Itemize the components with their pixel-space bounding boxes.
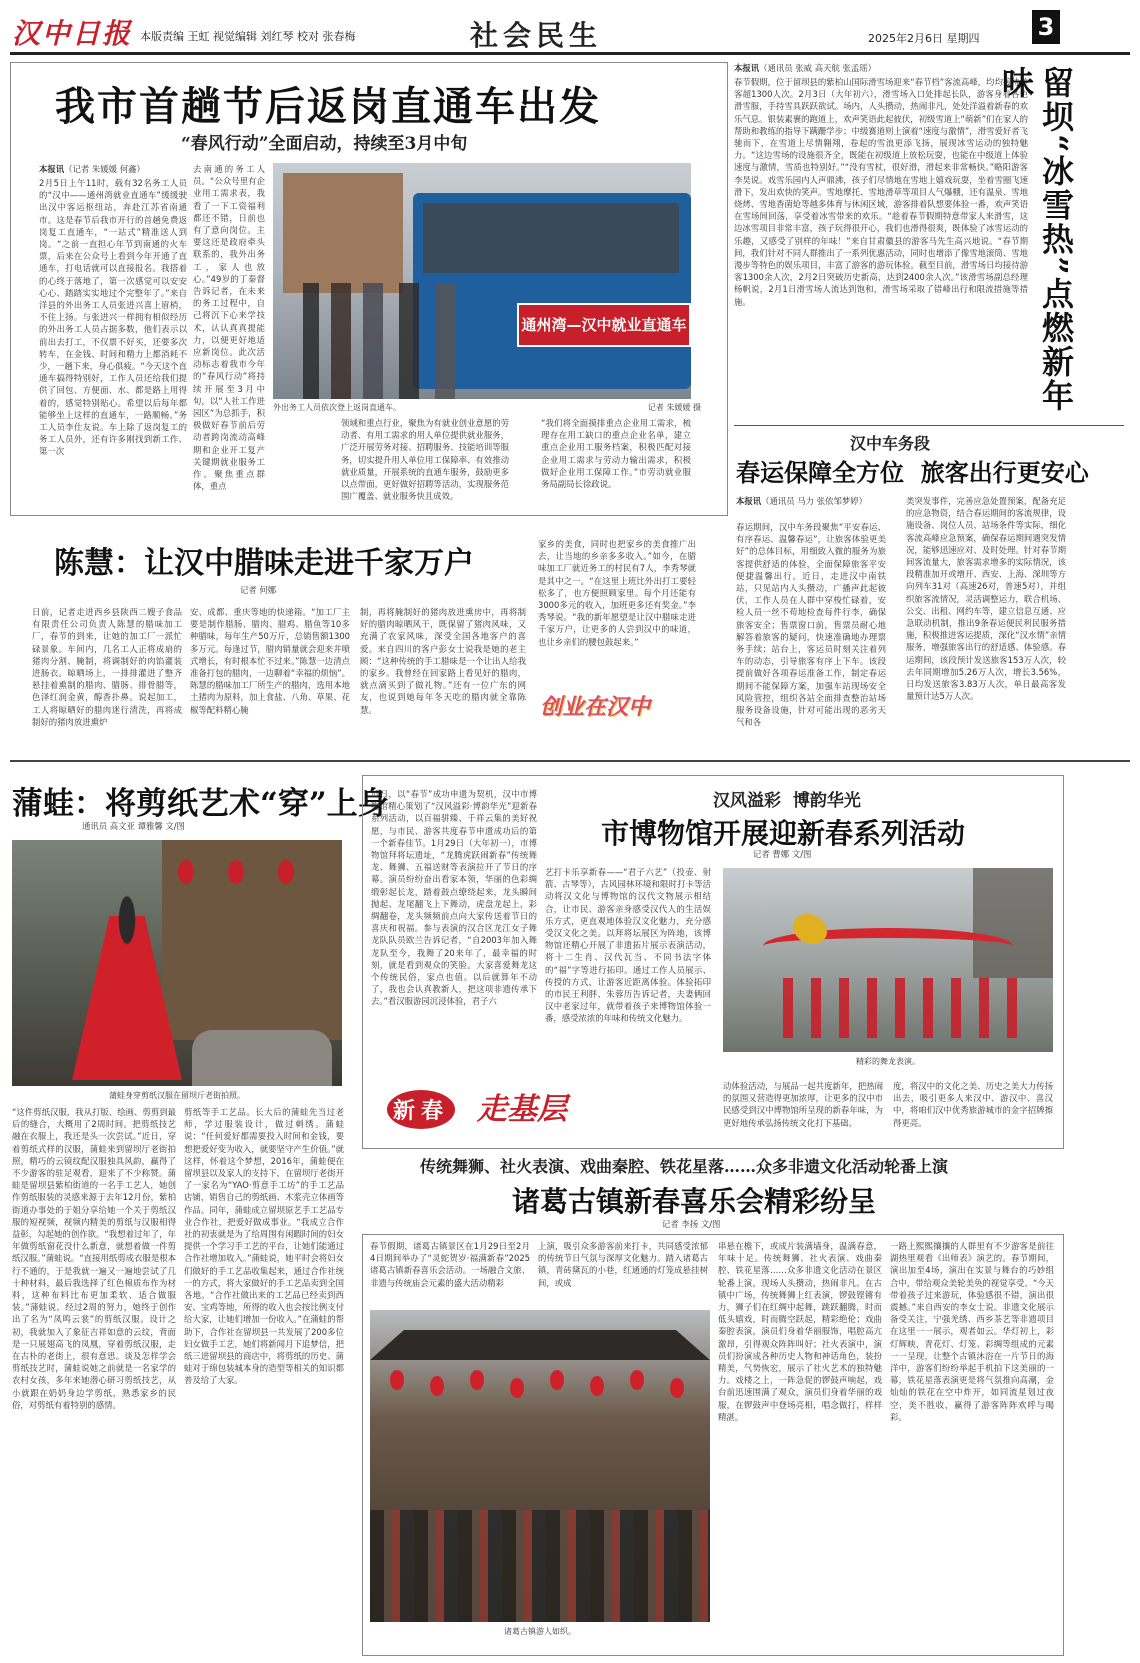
bus-window — [423, 203, 679, 273]
byline: 通讯员 高文亚 谭雅馨 文/图 — [82, 821, 185, 831]
photo-caption: 蒲蛙身穿剪纸汉服在留坝斤老街拍照。 — [109, 1091, 245, 1100]
body: 春节假期，位于留坝县的紫柏山国际滑雪场迎来“春节档”客流高峰，均均接待游客超1300人次。2月3日（大年初六），滑雪场入口处排起长队，游客身着各色滑雪服，手持雪具跃跃欲试。场内，人头攒动，热闹非凡，处处洋溢着新春的欢乐气息。银装素裹的跑道上，欢声笑语此起彼伏，初级雪道上“萌新”们在家人的帮助和教练的指导下蹒跚学步；中级赛道则上演着“速度与激情”，滑雪爱好者飞驰而下，在雪道上尽情翱翔，卷起的雪浪更添飞扬，展现冰雪运动的独特魅力。“这边雪场的设施很齐全，既能在初级道上放松玩耍，也能在中级道上体验速度与激情，雪质也特别好。”“没有雪杖，很好滑，滑起来非常畅快。”略阳游客李昊说。戏雪乐园内人声鼎沸，孩子们尽情地在雪地上嬉戏玩耍，坐着雪圈飞速滑下，发出欢快的笑声。雪地摩托、雪地滑草等项目人气爆棚，还有温泉、雪地烧烤、雪地香菌炝等越多体育与休闲区域，游客排着队想要体验一番，欢声笑语在雪场间回荡，享受着冰雪带来的欢乐。“趁着春节假期特意带家人来滑雪，这边冰雪项目非常丰富，孩子玩得很开心，我们也滑得很爽，既体验了冰雪运动的乐趣，又感受了别样的年味！”来自甘肃徽县的游客马先生高兴地说。“春节期间，我们针对不同人群推出了一系列优惠活动，同时也增添了像雪地滚筒、雪地漫步等特色的娱乐项目，丰富了游客的游玩体验。截至目前，滑雪场日均接待游客1300余人次，2月2日突破历史新高，达到2400余人次。”该滑雪场副总经理杨帆说，2月1日滑雪场人流达到饱和，滑雪场采取了错峰出行和限流措施等措施。 — [734, 77, 1028, 307]
page-number: 3 — [1032, 10, 1060, 44]
body-col-2: 剪纸等手工艺品。长大后的蒲蛙先当过老师，学过服装设计，做过刺绣。蒲蛙说：“任何爱好都需要投入时间和金钱，要想把爱好变为收入，就要坚守产生价值。”就这样，怀着这个梦想，2016年，蒲蛙便在留坝县以及家人的支持下，在留坝厅老街开了一家名为“YAO·剪意手工坊”的手工艺品店铺，销售自己的剪纸画、木浆壳立体画等作品。同年，蒲蛙成立留坝原艺手工艺品专业合作社，把爱好做成事业。“我成立合作社的初衷就是为了给周围有闲暇时间的妇女提供一个学习手工艺的平台，让她们能通过合作社增加收入。”蒲蛙说，她平时会将妇女们做好的手工艺品收集起来，通过合作社统一的方式，将大家做好的手工艺品卖到全国各地。“合作社做出来的工艺品已经卖到西安、宝鸡等地，所得的收入也会按比例支付给大家，让她们增加一份收入。”在蒲蛙的帮助下，合作社在留坝县一共发展了200多位妇女做手工艺，她们将新闻月下追梦信，把纸三进留坝县的商店中，将剪纸的历史、蒲蛙对于绵包装城本身的造型等相关的知识都普及给了大家。 — [184, 1107, 344, 1386]
kicker: 传统舞狮、社火表演、戏曲秦腔、铁花星落……众多非遗文化活动轮番上演 — [420, 1157, 949, 1176]
headline: 诸葛古镇新春喜乐会精彩纷呈 — [512, 1185, 877, 1218]
body-col-4: 一路上熙熙攘攘的人群里有不少游客是前往湖热里观看《出师表》演艺的。春节期间，演出加至4场，演出在实景与舞台的巧妙组合中，带给观众美轮美奂的视觉享受。“今天带着孩子过来游玩，体验感很不错，演出很震撼。”来自西安的李女士说。非遗文化展示备受关注，宁强羌绣、西乡茶艺等非遗项目在这里一一展示，观者如云。华灯初上，彩灯辉映，青花灯、灯笼、彩绸等组成的元素一一呈现，让整个古镇沐浴在一片节日的海洋中，游客们纷纷举起手机拍下这美丽的一幕，铁花星落表演更是将气氛推向高潮，金灿灿的铁花在空中炸开，如同流星划过夜空，美不胜收，赢得了游客阵阵欢呼与喝彩。 — [890, 1241, 1054, 1422]
dragon-dance-photo — [723, 868, 1053, 1052]
staff-credits: 本版责编 王虹 视觉编辑 刘红琴 校对 张春梅 — [140, 30, 356, 43]
article-puwa-papercut — [10, 768, 389, 1658]
bus-photo — [273, 163, 691, 399]
byline — [736, 495, 886, 521]
byline-authors: （通讯员 马力 张依邹梦婷） — [761, 496, 867, 506]
body-col-2: 安、成都、重庆等地的快递箱。“加工厂主要是制作腊肠、腊肉、腊鸡、腊鱼等10多种腊味，每年生产50万斤，总销售额1300多万元。每逢过节，腊肉销量就会迎来井喷式增长，有时根本忙不过来。”陈慧一边清点准备打包的腊肉，一边聊着“幸福的烦恼”。陈慧的腊味加工厂所生产的腊肉，选用本地土猪肉为原料，加上食盐、八角、草果、花椒等配料精心腌 — [190, 607, 350, 715]
byline — [39, 163, 199, 177]
body-col-4: 家乡的美食，同时也把家乡的美食推广出去，让当地的乡亲多多收入。”如今，在腊味加工厂就近务工的村民有7人，李秀琴就是其中之一。“在这里上班比外出打工要轻松多了，也方便照顾家里。每个月还能有3000多元的收入，加班更多还有奖金。”李秀琴说。“我的新年愿望是让汉中腊味走进千家万户，让更多的人尝到汉中的味道，也让乡亲们的腰包鼓起来。” — [538, 539, 696, 647]
body-col-3: 领域和重点行业，聚焦为有就业创业意愿的劳动者、有用工需求的用人单位提供就业服务，广泛开展劳务对接、招聘服务、技能培训等服务，切实提升用人单位用工保障率、有效推动就业质量，开展系统的直通车服务，鼓励更多以点带面，更好做好招聘等活动，实现服务范围广覆盖、就业服务快且成效。 — [341, 418, 509, 502]
body-col-1: 近日，以“春节”成功申遗为契机，汉中市博物馆精心策划了“汉风溢彩·博韵华光”迎新春系列活动，以百福骈臻、千祥云集的美好祝愿，与市民、游客共度春节申遗成功后的第一个新春佳节。1月29日（大年初一），市博物馆拜将坛遗址，“龙腾虎跃闹新春”传统舞龙、舞狮、五福送财等表演拉开了节日的序幕。演员纷纷奋出看家本领，华丽的色彩绸缎彰起长龙，踏着鼓点缭绕起来，龙头瞬间抛起、龙尾翻飞上下舞动，虎盘龙起上，彩绸翻卷，龙头频频前点向大家传送着节日的喜庆和祝福。参与表演的汉合区龙江女子舞龙队队员欧兰告诉记者，“自2003年加入舞龙队至今，我舞了20来年了，最幸福的时刻，就是看到观众的笑脸。大家喜爱舞龙这个传统民俗，家点也值。以后就算年不动了，我也会认真教新人，把这项非遗传承下去。”看汉服游园沉浸体验，君子六 — [371, 789, 537, 1007]
byline-authors: （通讯员 张威 高天航 张孟瑶） — [759, 63, 876, 73]
article-chenhui-cured-meat — [10, 520, 726, 750]
stone-chairs — [192, 1030, 332, 1086]
body-col-3: 串悬在檐下，或成片装满墙身，温满春意，年味十足。传统舞狮、社火表演、戏曲秦腔、铁花星落……众多非遗文化活动在景区轮番上演，现场人头攒动，热闹非凡。在古镇中广场，传统舞狮上红表演，锣鼓铿锵有力，狮子们在红绸中起舞，跳跃翻腾，时而低头嬉戏，时而腾空跃起，精彩绝伦；戏曲秦腔表演，演员们身着华丽服饰，唱腔高亢激昂，引得观众阵阵叫好；社火表演中，演员们扮演成各种历史人物和神话角色，装扮精美，气势恢宏，展示了社火艺术的独特魅力。戏楼之上，一阵急促的锣鼓声响起，戏台前迅速围满了观众，演员们身着华丽的戏服，在锣鼓声中登场亮相，唱念做打，样样精湛。 — [718, 1241, 882, 1422]
byline: 记者 李扬 文/图 — [662, 1219, 721, 1229]
body-col-2: 上演，吸引众多游客前来打卡，共同感受浓郁的传统节日气氛与深厚文化魅力。踏入诸葛古镇，青砖黛瓦的小巷，红通通的灯笼成悬挂树间，或成 — [538, 1241, 708, 1288]
top-rule — [734, 425, 1124, 426]
issue-date: 2025年2月6日 星期四 — [868, 32, 980, 45]
headline: 陈慧：让汉中腊味走进千家万户 — [54, 546, 474, 581]
byline-lead: 本报讯 — [734, 63, 760, 73]
byline-authors: （记者 朱媛媛 何鑫） — [64, 164, 145, 174]
photo-caption: 诸葛古镇游人如织。 — [504, 1627, 576, 1636]
passengers-silhouette — [303, 283, 503, 399]
photo-credit: 记者 朱媛媛 摄 — [647, 403, 701, 412]
body-col-3: 动体验活动，与展品一起共度新年，把热闹的氛围又营造得更加浓厚，让更多的汉中市民感受到汉中博物馆所呈现的新春年味，为更好地传承弘扬传统文化打下基础。 — [723, 1081, 883, 1128]
article-liuba-snow — [730, 62, 1130, 422]
body-col-3: 制，再将腌制好的猪肉放进熏房中，再将制好的腊肉晾晒风干，既保留了猪肉风味，又充满了农家风味，深受全国各地客户的喜爱。来自四川的客户彭女士说我是她的老主顾：“这种传统的手工腊味是一个让出人给我的家乡。我曾经在回家路上看见好的腊肉，就点滴买到了做礼物。”还有一位广东的网友，也说到她每年冬天吃的腊肉就全靠陈慧。 — [360, 607, 526, 715]
section-divider — [10, 760, 1130, 762]
body-col-1: 春节假期，诸葛古镇景区在1月29日至2月4日期间举办了“灵蛇贺岁·福满新春”2025诸葛古镇新春喜乐会活动。一场融合文旅、非遗与传统庙会元素的盛大活动精彩 — [370, 1241, 530, 1288]
body-col-1: 春运期间，汉中车务段聚焦“平安春运、有序春运、温馨春运”，让旅客体验更美好”的总体目标，用细致入微的服务为旅客提供舒适的体验，全面保障旅客平安便捷温馨出行。近日，走进汉中南铁站，只见站内人头攒动，广播声此起彼伏，工作人员在人群中穿梭忙碌着，安检人员一丝不苟地检查每件行李，确保旅客安全；售票窗口前，售票员耐心地解答着旅客的疑问，快速准确地办理票务手续；站台上，客运员时刻关注着列车的动态，引导旅客有序上下车。该段提前做好各项春运准备工作，制定春运期间不能保障方案，加强车站现场安全风险管控，组织各站全面排查整治站场服务设备设施，针对可能出现的恶劣天气和各 — [736, 522, 886, 728]
headline: 春运保障全方位 旅客出行更安心 — [736, 458, 1089, 487]
bus-banner: 通州湾—汉中就业直通车 — [517, 303, 691, 347]
byline: 记者 何娜 — [240, 585, 277, 595]
photo-caption: 精彩的舞龙表演。 — [856, 1057, 920, 1066]
badge-zoujiceng: 走基层 — [477, 1092, 567, 1127]
red-lanterns — [178, 860, 194, 884]
article-zhuge-town — [362, 1150, 1132, 1658]
headline: 我市首趟节后返岗直通车出发 — [55, 83, 601, 130]
kicker: 汉中车务段 — [850, 434, 931, 453]
byline — [734, 62, 1024, 76]
masthead — [0, 0, 1140, 58]
body-col-1: 2月5日上午11时，载有32名务工人员的“汉中——通州湾就业直通车”缓缓驶出汉中客运枢纽站，奔赴江苏省南通市。这是春节后我市开行的首趟免费返岗复工直通车，“一站式”精准送人到岗。“之前一直担心年节到南通的火车票，后来在公众号上看到今年开通了直通车，打电话就可以直接报名。我搭着的心终于落地了，第一次感觉可以安安心心、踏踏实实地过个完整年了。”来自洋县的外出务工人员张进兴喜上眉梢，不住上扬。与张进兴一样拥有相似经历的外出务工人员占据多数，他们表示以前出去打工，不仅票不好买，还要多次转车，在金钱、时间和精力上都消耗不少，一趟下来，身心俱疲。“今天这个直通车搞得特别好，工作人员还给我们提供了回包、方便面、水、都是路上用得着的，感觉特别贴心。希望以后每年都能够坐上这样的直通车，一路顺畅。”务工人员李仕友说。车上除了返岗复工的务工人员外，还有许多刚找到新工作、第一次 — [39, 178, 187, 457]
new-year-badge — [377, 1076, 617, 1136]
body-col-2: 艺打卡乐享新春——“君子六艺”（投壶、射箭、古琴等），古风园林环境和限时打卡等活动将汉文化与博物馆的汉代文物展示相结合，让市民、游客亲身感受汉代人的生活娱乐方式，更直观地体验汉文化魅力，充分感受汉文化之美。以拜将坛展区为阵地，该博物馆还精心开展了非遗拓片展示表演活动，将十二生肖、汉代瓦当、不同书法字体的“福”字等进行拓印。通过工作人员展示、传授的方式，让游客近距离体验。体验拓印的市民王利胖、朱蓉历告诉记者，夫妻俩回汉中老家过年，就带着孩子来博物馆体验一番，感受浓浓的年味和传统文化魅力。 — [545, 867, 711, 1024]
photo-caption: 外出务工人员依次登上返岗直通车。 — [273, 403, 401, 412]
headline: 蒲蛙：将剪纸艺术“穿”上身 — [12, 786, 389, 822]
masthead-rule — [10, 52, 1130, 55]
byline-lead: 本报讯 — [736, 496, 762, 506]
vertical-headline: 留坝“冰雪热”点燃新年味 — [997, 66, 1075, 413]
papercut-photo — [12, 840, 342, 1086]
red-lantern-row — [390, 1370, 404, 1390]
body-col-1: “这件剪纸汉服，我从打版、绘画、剪剪到最后的缝合，大概用了2周时间。把剪纸技艺融在衣服上，我还是头一次尝试。”近日，穿着剪纸式样的汉服，蒲蛙来到留坝厅老街拍照，精巧的云镜纹配汉服独具风韵，赢得了不少游客的驻足观看，迎来了不少称赞。蒲蛙是留坝县紫柏街道的一名手工艺人，她创作剪纸服装的灵感来源于去年12月份，紫柏街道办事处的于姐分享给她一个关于剪纸汉服的短视频，视频内精美的剪纸与汉服相得益彰，勾起她的创作欲。“我想着过年了，年年做剪纸窗花没什么新意，就想着做一件剪纸汉服。”蒲蛙说。“直接用纸剪成衣服是根本行不通的，于是我就一遍又一遍地尝试了几十种材料，最后我选择了红色棉质布作为材料，这种布料比布更加柔软、适合做服装。”蒲蛙说。经过2周的努力，她终于创作出了名为“凤鸣云裳”的剪纸汉服。设计之初，我就加入了象征吉祥如意的云纹，背面是一只展翅高飞的凤凰，穿着剪纸汉服，走在古朴的老街上，很有意思。谈及怎样学会剪纸技艺时，蒲蛙说她之前就是一名家学的农村女孩，多年来她潜心研习剪纸技艺，从小就跟在奶奶身边学剪纸，熟悉家乡的民俗，对剪纸有着特别的感情。 — [12, 1107, 176, 1410]
article-return-bus — [10, 62, 728, 516]
roof-eaves — [370, 1330, 710, 1360]
building-shape — [283, 173, 403, 293]
newspaper-logo: 汉中日报 — [12, 17, 133, 50]
kicker: 汉风溢彩 博韵华光 — [713, 791, 861, 811]
chuangye-logo: 创业在汉中 — [540, 694, 651, 720]
byline-lead: 本报讯 — [39, 164, 65, 174]
performers — [783, 978, 1023, 1038]
byline: 记者 曹娜 文/图 — [753, 849, 812, 859]
subheadline: “春风行动”全面启动，持续至3月中旬 — [181, 134, 468, 154]
body-col-4: 度，将汉中的文化之美、历史之美大力传扬出去，吸引更多人来汉中、游汉中、喜汉中，将咱们汉中优秀旅游城市的金字招牌擦得更亮。 — [893, 1081, 1053, 1128]
crowd — [370, 1510, 710, 1622]
body-col-2: 类突发事件，完善应急处置预案，配备充足的应急物资，结合春运期间的客流规律，设施设备、岗位人员、站场条件等实际，细化客流高峰应急预案，确保春运期间遇突发情况，能够迅速应对、及时处理。针对春节期间客流量大，旅客需求增多的实际情况，该段精准加开或增开、西安、上海、深圳等方向列车31对（高速26对，普速5对），并组织旅客流情况，灵活调整运力，联合机场、公交、出租、网约车等，建立信息互通、应急联动机制，推出9条春运便民利民服务措施，积极推进客运提质，深化“汉水情”亲情服务，增强旅客出行的舒适感、体验感。春运期间，该段预计发送旅客153万人次，较去年同期增加5.26万人次，增长3.56%，日均发送旅客3.83万人次，单日最高客发量预计达5万人次。 — [906, 496, 1066, 702]
body-col-1: 日前，记者走进西乡县陕西二嫂子食品有限责任公司负责人陈慧的腊味加工厂，春节的到来，让她的加工厂一派忙碌景象。车间内，几名工人正将成扇的猪肉分割、腌制，将调制好的肉馅灌装进肠衣。晾晒场上，一排排灌进了整齐悬挂着熏制的腊肉、腊肠、排骨腊等，色泽红润金黄，醇香扑鼻。说起加工，工人将晾晒好的腊肉迷行清洗，再将成制好的猪肉放进熏炉 — [32, 607, 182, 727]
section-title: 社会民生 — [470, 19, 603, 52]
bare-trees — [973, 868, 1053, 978]
article-railway-spring — [730, 425, 1130, 755]
ancient-town-photo — [370, 1310, 710, 1622]
body-col-2: 去南通的务工人员。“公众号里有企业用工需求表，我看了一下工资福利都还不错，日前也有了意向岗位。主要这还是政府牵头联系的，我外出务工，家人也放心。”49岁的丁秦督告诉记者，在未来的务工过程中，自己将沉下心来学技术，认认真真提能力，以便更好地适应新岗位。此次活动标志着我市今年的“春风行动”将持续开展至3月中旬，以“人社工作进园区”为总抓手，积极做好春节前后劳动者跨岗流动高峰期和企业开工复产关键期就业服务工作。聚焦重点群体，重点 — [193, 164, 265, 492]
article-museum-new-year — [362, 775, 1064, 1149]
headline: 市博物馆开展迎新春系列活动 — [601, 817, 966, 850]
badge-xinchun: 新春 — [387, 1090, 455, 1129]
body-col-4: “我们将全面摸排重点企业用工需求，梳理存在用工缺口的重点企业名单，建立重点企业用工服务档案，积极匹配对接企业用工需求与劳动力输出需求，积极做好企业用工保障工作。”市劳动就业服务局副局长徐政说。 — [541, 418, 691, 490]
